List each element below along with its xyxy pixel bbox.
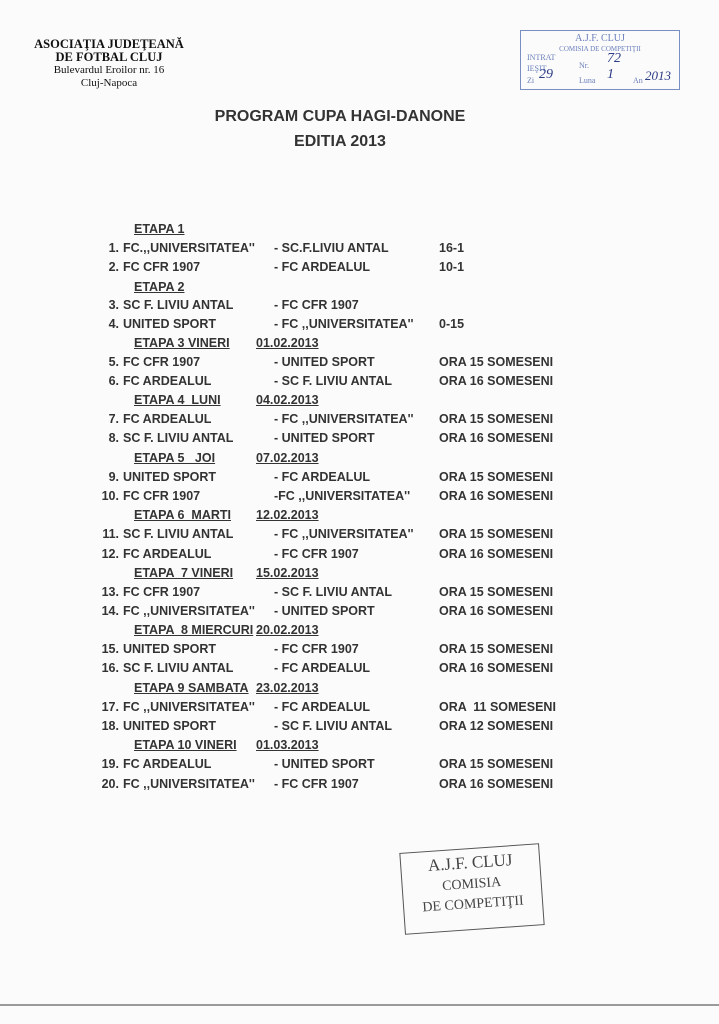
match-number: 4. [108,317,119,331]
home-team: FC ARDEALUL [123,757,212,771]
match-row [0,585,719,603]
document-subtitle: EDITIA 2013 [294,133,386,150]
home-team: FC ARDEALUL [123,412,212,426]
match-row [0,527,719,545]
home-team: FC CFR 1907 [123,260,201,274]
stage-heading [0,508,719,526]
stage-label: ETAPA 7 VINERI [134,566,234,580]
away-team: - UNITED SPORT [274,757,375,771]
match-row [0,298,719,316]
match-number: 1. [108,241,119,255]
org-line-1: ASOCIAŢIA JUDEŢEANĂ [34,37,184,51]
match-info: ORA 15 SOMESENI [439,585,554,599]
home-team: UNITED SPORT [123,317,217,331]
match-row [0,412,719,430]
match-number: 10. [101,489,119,503]
stage-heading [0,566,719,584]
stage-date: 20.02.2013 [256,623,319,637]
home-team: SC F. LIVIU ANTAL [123,527,234,541]
stage-label: ETAPA 10 VINERI [134,738,237,752]
stamp-nr-value: 72 [607,51,621,66]
home-team: FC ARDEALUL [123,374,212,388]
stage-label: ETAPA 4 LUNI [134,393,221,407]
home-team: UNITED SPORT [123,642,217,656]
stage-heading [0,393,719,411]
match-info: ORA 15 SOMESENI [439,527,554,541]
stage-heading [0,681,719,699]
match-info: ORA 15 SOMESENI [439,470,554,484]
match-info: ORA 11 SOMESENI [439,700,556,714]
home-team: FC CFR 1907 [123,489,201,503]
away-team: - FC CFR 1907 [274,642,359,656]
match-row [0,431,719,449]
away-team: - FC ARDEALUL [274,260,371,274]
document-title: PROGRAM CUPA HAGI-DANONE [214,108,466,125]
match-row [0,317,719,335]
stamp-an-label: An [633,76,643,85]
match-number: 20. [101,777,119,791]
away-team: - SC F. LIVIU ANTAL [274,585,393,599]
away-team: - FC ARDEALUL [274,661,371,675]
match-number: 14. [101,604,119,618]
match-number: 8. [108,431,119,445]
commission-stamp-org: A.J.F. CLUJ [427,850,514,875]
match-number: 11. [102,527,119,541]
stamp-zi-value: 29 [539,67,553,82]
stage-label: ETAPA 8 MIERCURI [134,623,254,637]
commission-stamp-line3: DE COMPETIŢII [421,893,525,916]
org-city: Cluj-Napoca [80,77,138,89]
match-number: 9. [108,470,119,484]
stamp-intrat: INTRAT [527,53,556,62]
match-info: 10-1 [439,260,465,274]
match-number: 2. [108,260,119,274]
stage-heading [0,623,719,641]
match-number: 3. [108,298,119,312]
stage-heading [0,280,719,298]
match-info: ORA 15 SOMESENI [439,757,554,771]
home-team: SC F. LIVIU ANTAL [123,298,234,312]
stage-heading [0,738,719,756]
home-team: FC.,,UNIVERSITATEA'' [123,241,255,255]
home-team: FC CFR 1907 [123,585,201,599]
stamp-org: A.J.F. CLUJ [575,33,625,44]
match-number: 12. [101,547,119,561]
stamp-nr-label: Nr. [579,61,589,70]
stage-label: ETAPA 1 [134,222,185,236]
home-team: FC ,,UNIVERSITATEA'' [123,604,255,618]
stamp-commission: COMISIA DE COMPETIŢII [559,45,641,53]
match-row [0,604,719,622]
away-team: - UNITED SPORT [274,604,375,618]
stage-date: 04.02.2013 [256,393,319,407]
home-team: FC CFR 1907 [123,355,201,369]
stage-heading [0,222,719,240]
away-team: - UNITED SPORT [274,355,375,369]
match-row [0,374,719,392]
stage-label: ETAPA 5 JOI [134,451,216,465]
away-team: - FC ARDEALUL [274,470,371,484]
stage-date: 23.02.2013 [256,681,319,695]
match-info: ORA 16 SOMESENI [439,604,554,618]
stage-label: ETAPA 2 [134,280,185,294]
match-number: 7. [108,412,119,426]
stage-date: 12.02.2013 [256,508,319,522]
match-info: ORA 15 SOMESENI [439,355,554,369]
home-team: FC ARDEALUL [123,547,212,561]
match-number: 6. [108,374,119,388]
stage-label: ETAPA 9 SAMBATA [134,681,249,695]
org-line-2: DE FOTBAL CLUJ [55,50,163,64]
match-row [0,489,719,507]
match-row [0,470,719,488]
match-info: ORA 16 SOMESENI [439,777,554,791]
match-row [0,777,719,795]
page-edge-divider [0,1004,719,1006]
away-team: - SC.F.LIVIU ANTAL [274,241,389,255]
match-info: ORA 12 SOMESENI [439,719,554,733]
match-number: 13. [101,585,119,599]
home-team: UNITED SPORT [123,470,217,484]
match-row [0,355,719,373]
away-team: - SC F. LIVIU ANTAL [274,374,393,388]
match-row [0,757,719,775]
match-number: 19. [101,757,119,771]
stage-date: 07.02.2013 [256,451,319,465]
stage-date: 01.02.2013 [256,336,319,350]
home-team: FC ,,UNIVERSITATEA'' [123,700,255,714]
home-team: SC F. LIVIU ANTAL [123,661,234,675]
match-row [0,661,719,679]
commission-stamp-line2: COMISIA [441,874,502,895]
away-team: - UNITED SPORT [274,431,375,445]
match-row [0,241,719,259]
stamp-luna-value: 1 [607,67,614,82]
stage-date: 01.03.2013 [256,738,319,752]
away-team: - FC ,,UNIVERSITATEA'' [274,317,414,331]
stage-date: 15.02.2013 [256,566,319,580]
stamp-zi-label: Zi [527,76,535,85]
home-team: FC ,,UNIVERSITATEA'' [123,777,255,791]
stage-heading [0,336,719,354]
commission-stamp [399,843,544,935]
away-team: - FC ,,UNIVERSITATEA'' [274,412,414,426]
match-row [0,719,719,737]
stamp-iesit: IEŞIT [527,64,547,73]
match-number: 17. [101,700,119,714]
match-info: ORA 16 SOMESENI [439,547,554,561]
match-info: ORA 16 SOMESENI [439,661,554,675]
match-info: ORA 16 SOMESENI [439,431,554,445]
match-row [0,642,719,660]
match-info: 0-15 [439,317,465,331]
match-info: ORA 15 SOMESENI [439,412,554,426]
match-number: 5. [108,355,119,369]
stamp-luna-label: Luna [579,76,596,85]
match-row [0,260,719,278]
away-team: - FC CFR 1907 [274,547,359,561]
stage-label: ETAPA 3 VINERI [134,336,230,350]
match-info: ORA 16 SOMESENI [439,489,554,503]
home-team: SC F. LIVIU ANTAL [123,431,234,445]
match-number: 16. [101,661,119,675]
match-info: 16-1 [439,241,465,255]
match-info: ORA 15 SOMESENI [439,642,554,656]
away-team: - SC F. LIVIU ANTAL [274,719,393,733]
stage-label: ETAPA 6 MARTI [134,508,231,522]
away-team: - FC ARDEALUL [274,700,371,714]
stamp-an-value: 2013 [645,68,671,83]
match-row [0,700,719,718]
match-number: 15. [101,642,119,656]
match-number: 18. [101,719,119,733]
away-team: -FC ,,UNIVERSITATEA'' [274,489,411,503]
home-team: UNITED SPORT [123,719,217,733]
away-team: - FC CFR 1907 [274,298,359,312]
stage-heading [0,451,719,469]
match-row [0,547,719,565]
away-team: - FC ,,UNIVERSITATEA'' [274,527,414,541]
match-info: ORA 16 SOMESENI [439,374,554,388]
org-address: Bulevardul Eroilor nr. 16 [53,64,165,76]
away-team: - FC CFR 1907 [274,777,359,791]
